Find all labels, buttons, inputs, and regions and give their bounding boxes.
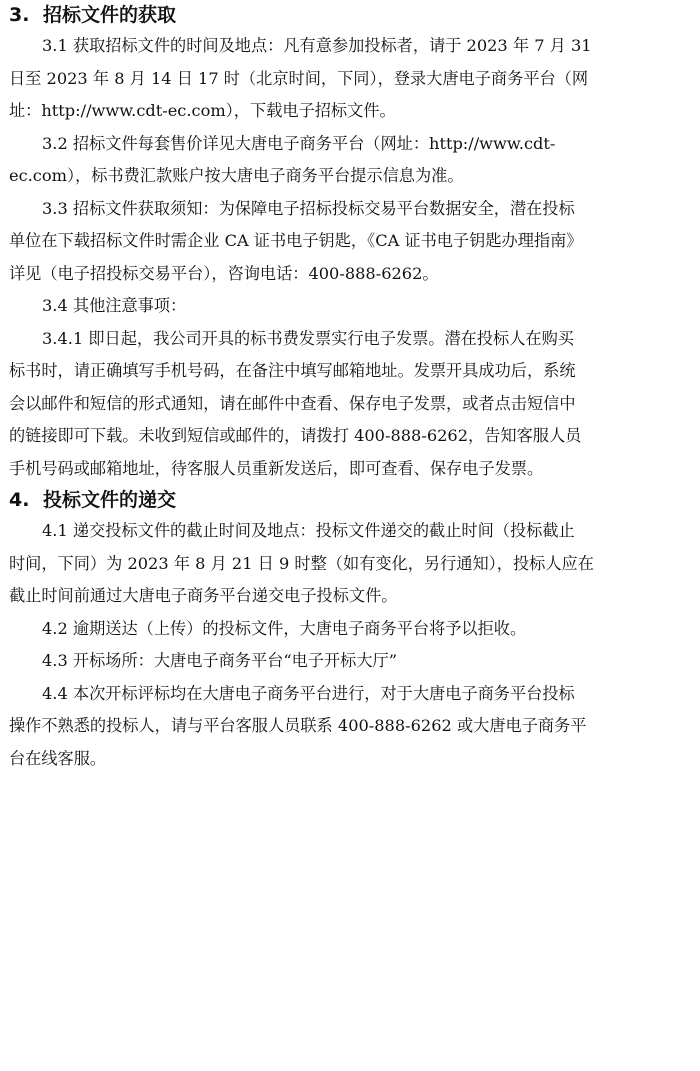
section-number: 4. — [9, 489, 30, 511]
text-line: 台在线客服。 — [9, 748, 107, 768]
text-line: 3.3 招标文件获取须知：为保障电子招标投标交易平台数据安全，潜在投标 — [42, 198, 575, 218]
text-line: 会以邮件和短信的形式通知，请在邮件中查看、保存电子发票，或者点击短信中 — [9, 393, 576, 413]
section-4-heading — [0, 485, 700, 515]
text-line: 标书时，请正确填写手机号码，在备注中填写邮箱地址。发票开具成功后，系统 — [9, 361, 576, 380]
text-line: 时间，下同）为 2023 年 8 月 21 日 9 时整（如有变化，另行通知），投标人应在 — [9, 553, 594, 573]
text-line: 3.1 获取招标文件的时间及地点：凡有意参加投标者，请于 2023 年 7 月 31 — [42, 36, 592, 55]
section-title: 招标文件的获取 — [43, 4, 177, 26]
text-line: 3.4 其他注意事项： — [42, 296, 187, 315]
paragraph-4-1 — [0, 515, 700, 613]
text-line: 日至 2023 年 8 月 14 日 17 时（北京时间，下同），登录大唐电子商务平台（网 — [9, 68, 589, 88]
text-line: ec.com），标书费汇款账户按大唐电子商务平台提示信息为准。 — [9, 166, 464, 185]
text-line: 3.2 招标文件每套售价详见大唐电子商务平台（网址：http://www.cdt- — [42, 133, 556, 153]
paragraph-3-4-1 — [0, 323, 700, 486]
paragraph-3-2 — [0, 128, 700, 193]
text-line: 4.1 递交投标文件的截止时间及地点：投标文件递交的截止时间（投标截止 — [42, 521, 575, 540]
paragraph-3-3 — [0, 193, 700, 291]
text-line: 手机号码或邮箱地址，待客服人员重新发送后，即可查看、保存电子发票。 — [9, 458, 544, 478]
section-number: 3. — [9, 4, 30, 26]
paragraph-4-4 — [0, 678, 700, 776]
section-3-heading — [0, 0, 700, 30]
paragraph-3-4 — [0, 290, 700, 323]
text-line: 操作不熟悉的投标人，请与平台客服人员联系 400-888-6262 或大唐电子商务平 — [9, 716, 587, 735]
paragraph-3-1 — [0, 30, 700, 128]
text-line: 详见（电子招投标交易平台），咨询电话：400-888-6262。 — [9, 263, 439, 283]
text-line: 单位在下载招标文件时需企业 CA 证书电子钥匙，《CA 证书电子钥匙办理指南》 — [9, 231, 583, 250]
text-line: 址：http://www.cdt-ec.com），下载电子招标文件。 — [9, 101, 396, 120]
paragraph-4-3 — [0, 645, 700, 678]
text-line: 截止时间前通过大唐电子商务平台递交电子投标文件。 — [9, 586, 398, 605]
section-title: 投标文件的递交 — [43, 489, 177, 511]
text-line: 4.4 本次开标评标均在大唐电子商务平台进行，对于大唐电子商务平台投标 — [42, 683, 575, 703]
text-line: 4.3 开标场所：大唐电子商务平台“电子开标大厅” — [42, 651, 398, 670]
text-line: 3.4.1 即日起，我公司开具的标书费发票实行电子发票。潜在投标人在购买 — [42, 328, 574, 348]
paragraph-4-2 — [0, 613, 700, 646]
text-line: 4.2 逾期送达（上传）的投标文件，大唐电子商务平台将予以拒收。 — [42, 618, 527, 638]
text-line: 的链接即可下载。未收到短信或邮件的，请拨打 400-888-6262，告知客服人员 — [9, 426, 582, 445]
